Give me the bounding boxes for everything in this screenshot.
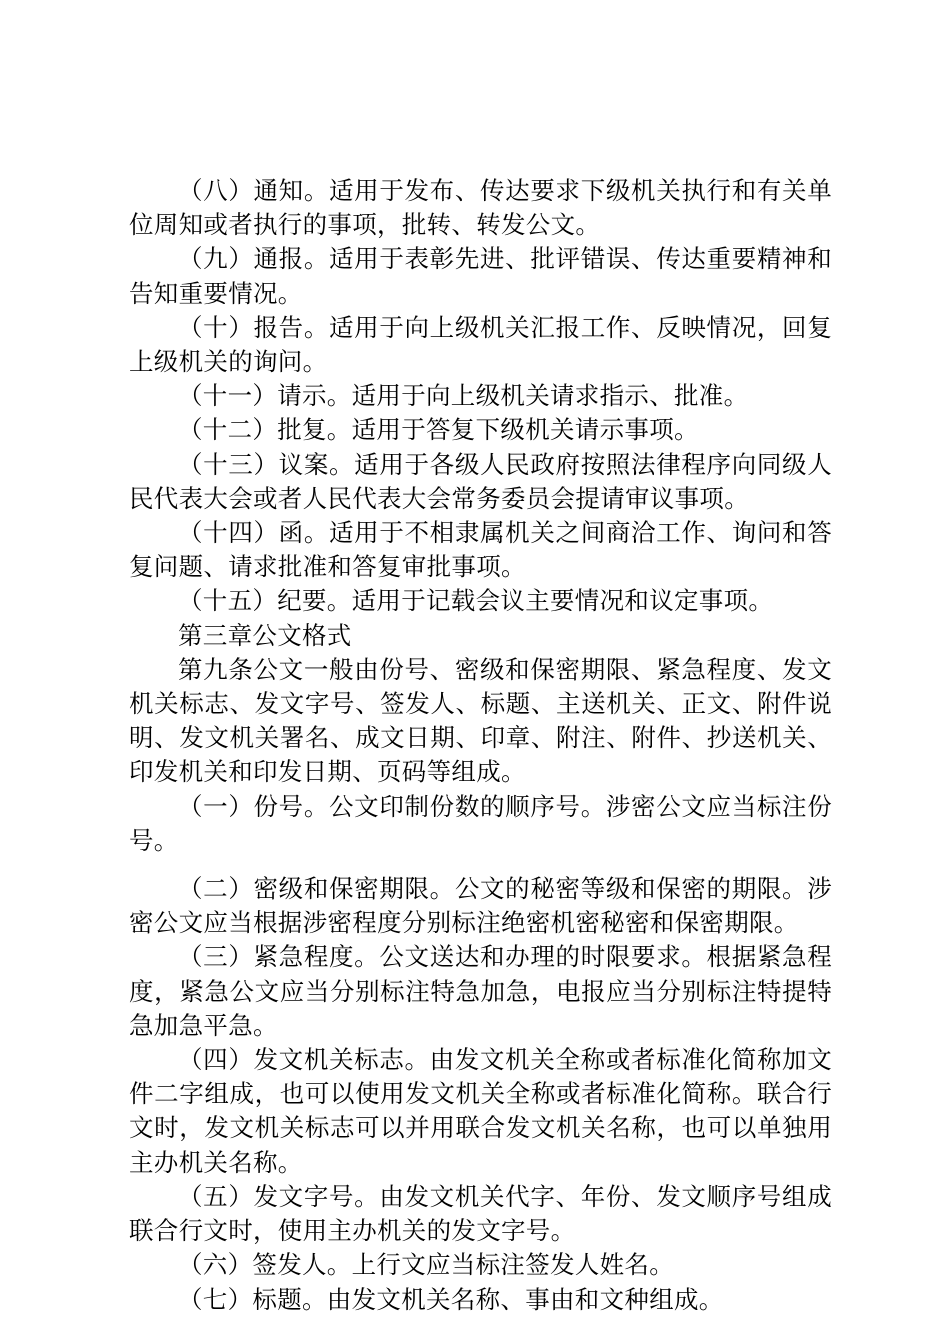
article-nine: 第九条公文一般由份号、密级和保密期限、紧急程度、发文机关标志、发文字号、签发人、标题、主送机关、正文、附件说明、发文机关署名、成文日期、印章、附注、附件、抄送机关、印发机关和印发日期、页码等组成。: [129, 654, 832, 787]
document-body: [129, 174, 832, 1317]
paragraph-issuer-mark: （四）发文机关标志。由发文机关全称或者标准化简称加文件二字组成，也可以使用发文机关全称或者标准化简称。联合行文时，发文机关标志可以并用联合发文机关名称，也可以单独用主办机关名称。: [129, 1045, 832, 1177]
chapter-heading: 第三章公文格式: [178, 620, 352, 650]
paragraph-report: （十）报告。适用于向上级机关汇报工作、反映情况，回复上级机关的询问。: [129, 312, 832, 377]
paragraph-motion: （十三）议案。适用于各级人民政府按照法律程序向同级人民代表大会或者人民代表大会常务委员会提请审议事项。: [129, 449, 832, 513]
paragraph-minutes: （十五）纪要。适用于记载会议主要情况和议定事项。: [178, 586, 774, 616]
paragraph-reply: （十二）批复。适用于答复下级机关请示事项。: [178, 415, 699, 445]
paragraph-notice: （八）通知。适用于发布、传达要求下级机关执行和有关单位周知或者执行的事项，批转、转发公文。: [129, 176, 832, 240]
paragraph-circular: （九）通报。适用于表彰先进、批评错误、传达重要精神和告知重要情况。: [129, 244, 832, 308]
paragraph-security-level: （二）密级和保密期限。公文的秘密等级和保密的期限。涉密公文应当根据涉密程度分别标注绝密机密秘密和保密期限。: [129, 874, 832, 938]
paragraph-title: （七）标题。由发文机关名称、事由和文种组成。: [178, 1284, 724, 1314]
paragraph-urgency: （三）紧急程度。公文送达和办理的时限要求。根据紧急程度，紧急公文应当分别标注特急加急，电报应当分别标注特提特急加急平急。: [129, 942, 832, 1040]
paragraph-copy-number: （一）份号。公文印制份数的顺序号。涉密公文应当标注份号。: [129, 791, 832, 855]
paragraph-signer: （六）签发人。上行文应当标注签发人姓名。: [178, 1250, 674, 1280]
paragraph-document-number: （五）发文字号。由发文机关代字、年份、发文顺序号组成联合行文时，使用主办机关的发文字号。: [129, 1181, 832, 1246]
paragraph-request: （十一）请示。适用于向上级机关请求指示、批准。: [178, 381, 749, 411]
paragraph-letter: （十四）函。适用于不相隶属机关之间商洽工作、询问和答复问题、请求批准和答复审批事项。: [129, 518, 832, 582]
